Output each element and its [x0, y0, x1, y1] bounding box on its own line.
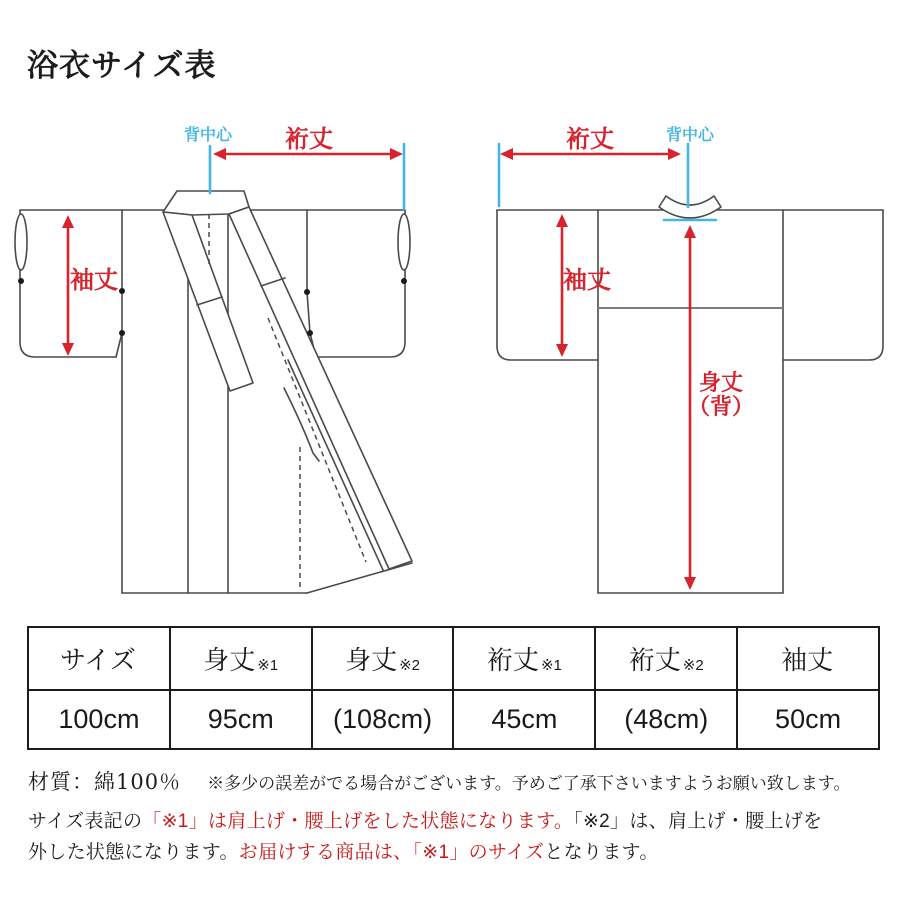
material-line	[28, 766, 850, 796]
value-mitake-2: (108cm)	[312, 690, 454, 749]
size-table	[27, 626, 880, 750]
header-yukitake-1: 裄丈 ※1	[453, 627, 595, 690]
value-yukitake-2: (48cm)	[595, 690, 737, 749]
note-line-2: 外した状態になります。お届けする商品は、「※1」のサイズとなります。	[28, 842, 659, 863]
note-line-1: サイズ表記の「※1」は肩上げ・腰上げをした状態になります。「※2」は、肩上げ・腰上げを	[28, 811, 823, 832]
material-text: 材質：綿100％	[28, 770, 182, 794]
back-sodetake-label: 袖丈	[563, 267, 611, 294]
front-sodetake-label: 袖丈	[70, 267, 118, 294]
value-sodetake: 50cm	[737, 690, 879, 749]
front-back-center-label: 背中心	[183, 127, 233, 144]
size-table-header-row	[28, 627, 879, 690]
value-mitake-1: 95cm	[170, 690, 312, 749]
back-yukitake-label: 裄丈	[566, 126, 614, 153]
front-yukitake-label: 裄丈	[285, 126, 333, 153]
size-diagram	[0, 110, 900, 615]
header-yukitake-2: 裄丈 ※2	[595, 627, 737, 690]
back-mitake-label-line1: 身丈	[698, 370, 744, 395]
header-mitake-1: 身丈 ※1	[170, 627, 312, 690]
back-mitake-label-line2: （背）	[687, 394, 755, 419]
page-title: 浴衣サイズ表	[27, 48, 217, 84]
kimono-front-drawing	[15, 191, 412, 593]
header-sodetake: 袖丈	[737, 627, 879, 690]
header-mitake-2: 身丈 ※2	[312, 627, 454, 690]
tolerance-note: ※多少の誤差がでる場合がございます。予めご了承下さいますようお願い致します。	[207, 774, 851, 794]
value-size: 100cm	[28, 690, 170, 749]
value-yukitake-1: 45cm	[453, 690, 595, 749]
header-size: サイズ	[28, 627, 170, 690]
size-table-data-row	[28, 690, 879, 749]
size-notes	[28, 806, 822, 868]
back-back-center-label: 背中心	[665, 127, 715, 144]
